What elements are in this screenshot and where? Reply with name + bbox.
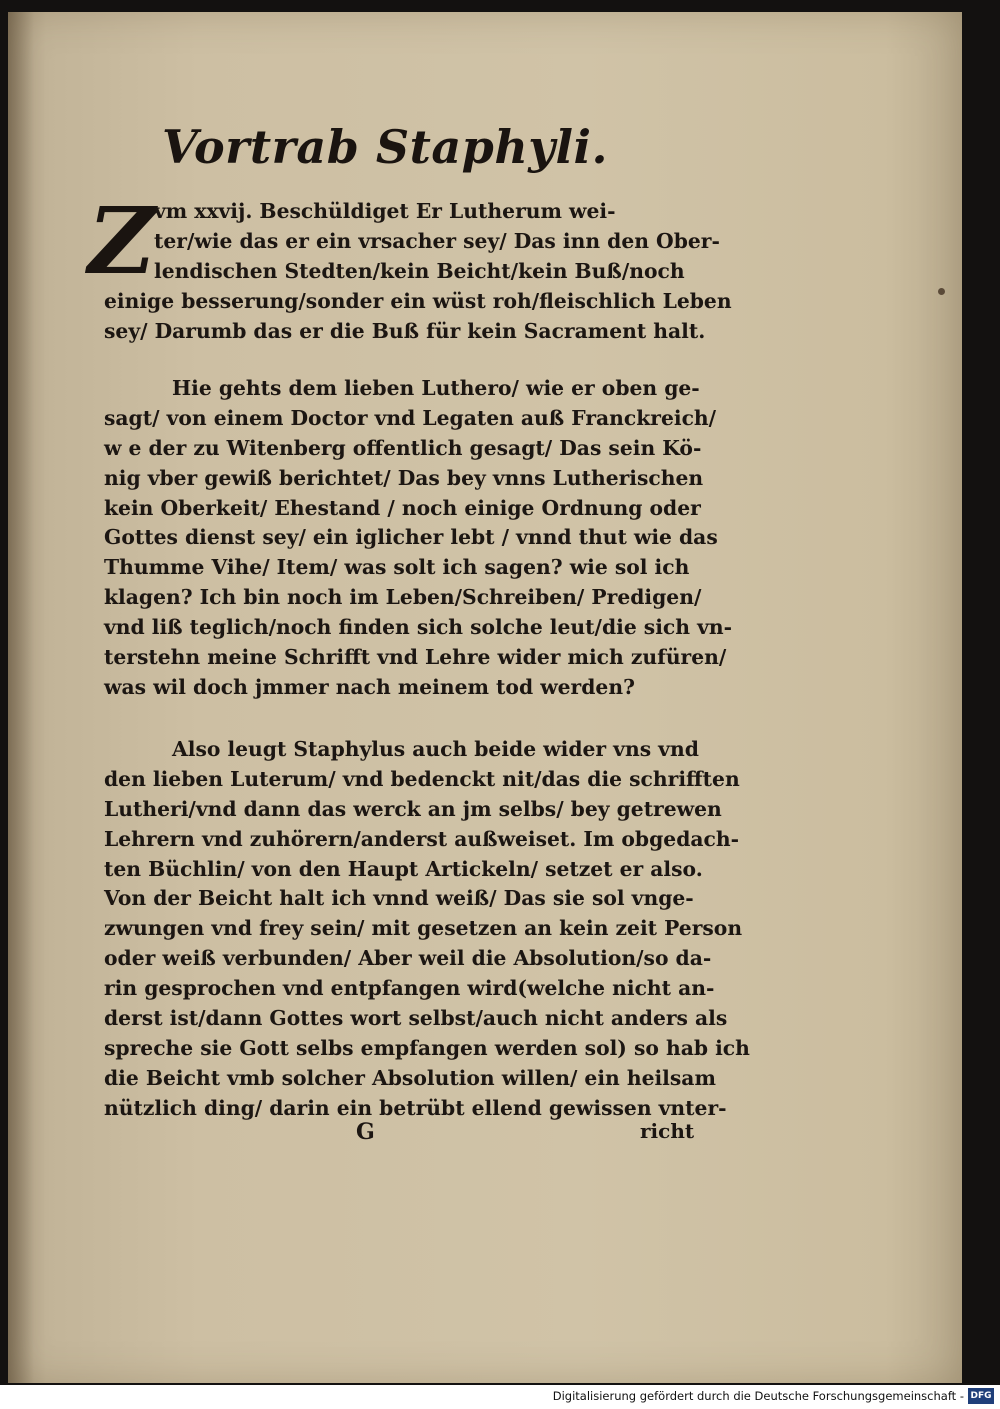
text-line: nig vber gewiß berichtet/ Das bey vnns Lutherischen — [104, 465, 704, 490]
text-line: ten Büchlin/ von den Haupt Artickeln/ setzet er also. — [104, 856, 703, 881]
text-line: zwungen vnd frey sein/ mit gesetzen an kein zeit Person — [104, 916, 743, 941]
paragraph-3 — [104, 735, 750, 1124]
text-line: nützlich ding/ darin ein betrübt ellend gewissen vnter- — [104, 1095, 727, 1120]
signature-mark: G — [356, 1119, 375, 1145]
text-line: terstehn meine Schrifft vnd Lehre wider mich zufüren/ — [104, 645, 727, 670]
paragraph-1 — [104, 197, 732, 346]
page-heading: Vortrab Staphyli. — [162, 120, 608, 174]
text-line: einige besserung/sonder ein wüst roh/fleischlich Leben — [104, 288, 732, 313]
paper-stain — [938, 288, 945, 295]
text-line: derst ist/dann Gottes wort selbst/auch nicht anders als — [104, 1006, 728, 1031]
funding-credit: Digitalisierung gefördert durch die Deutsche Forschungsgemeinschaft - — [552, 1389, 964, 1403]
text-line: rin gesprochen vnd entpfangen wird(welche nicht an- — [104, 976, 715, 1001]
text-line: lendischen Stedten/kein Beicht/kein Buß/noch — [154, 258, 685, 283]
text-line: den lieben Luterum/ vnd bedenckt nit/das die schrifften — [104, 766, 740, 791]
text-line: w e der zu Witenberg offentlich gesagt/ Das sein Kö- — [104, 435, 702, 460]
text-line: vm xxvij. Beschüldiget Er Lutherum wei- — [154, 199, 616, 223]
text-line: ter/wie das er ein vrsacher sey/ Das inn den Ober- — [154, 228, 720, 253]
text-line: Hie gehts dem lieben Luthero/ wie er oben ge- — [172, 376, 700, 400]
text-line: Thumme Vihe/ Item/ was solt ich sagen? wie sol ich — [104, 555, 690, 580]
text-line: vnd liß teglich/noch finden sich solche leut/die sich vn- — [104, 615, 733, 640]
text-line: Lutheri/vnd dann das werck an jm selbs/ bey getrewen — [104, 796, 722, 821]
text-line: sagt/ von einem Doctor vnd Legaten auß Franckreich/ — [104, 405, 717, 430]
text-line: klagen? Ich bin noch im Leben/Schreiben/ Predigen/ — [104, 585, 702, 610]
text-line: die Beicht vmb solcher Absolution willen/ ein heilsam — [104, 1065, 716, 1090]
text-line: oder weiß verbunden/ Aber weil die Absolution/so da- — [104, 946, 712, 971]
drop-initial: Z — [88, 187, 156, 295]
text-line: sey/ Darumb das er die Buß für kein Sacrament halt. — [104, 318, 706, 343]
text-line: was wil doch jmmer nach meinem tod werden? — [104, 674, 635, 699]
paragraph-2 — [104, 374, 733, 703]
text-line: Also leugt Staphylus auch beide wider vns vnd — [172, 737, 699, 761]
catchword: richt — [640, 1119, 695, 1143]
text-line: Lehrern vnd zuhörern/anderst außweiset. Im obgedach- — [104, 826, 740, 851]
dfg-logo: DFG — [968, 1388, 994, 1404]
text-line: Von der Beicht halt ich vnnd weiß/ Das sie sol vnge- — [104, 886, 694, 911]
text-line: kein Oberkeit/ Ehestand / noch einige Ordnung oder — [104, 495, 701, 520]
page-gutter-shadow — [8, 12, 34, 1383]
footer-bar — [0, 1385, 1000, 1409]
text-line: spreche sie Gott selbs empfangen werden sol) so hab ich — [104, 1035, 750, 1060]
text-line: Gottes dienst sey/ ein iglicher lebt / vnnd thut wie das — [104, 525, 718, 550]
